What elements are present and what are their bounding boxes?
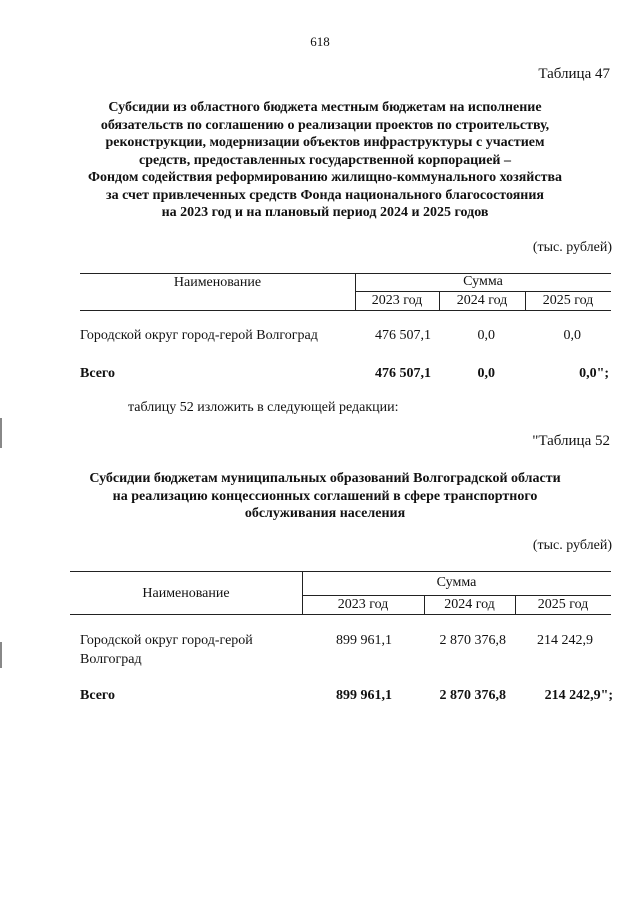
total-value-2025: 214 242,9"; — [544, 688, 613, 703]
total-value-2024: 0,0 — [477, 366, 495, 381]
total-label: Всего — [80, 366, 115, 381]
page-number: 618 — [310, 34, 330, 49]
row-value-2023: 476 507,1 — [375, 328, 431, 343]
instruction-text: таблицу 52 изложить в следующей редакции: — [128, 400, 399, 415]
total-value-2023: 476 507,1 — [375, 366, 431, 381]
scan-margin-mark — [0, 418, 2, 448]
row-value-2023: 899 961,1 — [336, 633, 392, 648]
row-value-2024: 0,0 — [477, 328, 495, 343]
table-52-units: (тыс. рублей) — [532, 538, 612, 553]
header-bottom-border — [70, 614, 611, 615]
title-line: средств, предоставленных государственной корпорацией – — [138, 152, 512, 168]
header-year-2023: 2023 год — [337, 597, 389, 612]
title-line: на 2023 год и на плановый период 2024 и 2025 годов — [161, 205, 489, 220]
title-line: за счет привлеченных средств Фонда национального благосостояния — [105, 187, 545, 203]
total-value-2024: 2 870 376,8 — [439, 688, 506, 703]
header-divider — [355, 291, 611, 292]
title-line: Субсидии из областного бюджета местным бюджетам на исполнение — [108, 100, 542, 115]
title-line: на реализацию концессионных соглашений в сфере транспортного — [112, 488, 538, 504]
header-year-2024: 2024 год — [444, 597, 495, 612]
header-sum: Сумма — [463, 274, 503, 289]
scan-margin-mark — [0, 642, 2, 668]
title-line: реконструкции, модернизации объектов инфраструктуры с участием — [105, 135, 545, 150]
table-52-label: "Таблица 52 — [532, 433, 610, 449]
header-year-2024: 2024 год — [456, 293, 508, 308]
header-year-2025: 2025 год — [542, 293, 594, 308]
header-sum: Сумма — [436, 575, 477, 590]
total-label: Всего — [80, 688, 115, 703]
title-line: обязательств по соглашению о реализации проектов по строительству, — [100, 117, 550, 133]
row-value-2024: 2 870 376,8 — [439, 633, 506, 648]
table-47-units: (тыс. рублей) — [532, 240, 612, 255]
table-47-title — [60, 99, 590, 222]
table-47-label: Таблица 47 — [538, 66, 610, 82]
title-line: Субсидии бюджетам муниципальных образований Волгоградской области — [89, 471, 561, 486]
total-value-2023: 899 961,1 — [336, 688, 392, 703]
header-bottom-border — [80, 310, 611, 311]
header-year-2025: 2025 год — [537, 597, 589, 612]
title-line: Фондом содействия реформированию жилищно-коммунального хозяйства — [87, 170, 563, 185]
header-name: Наименование — [173, 275, 262, 290]
row-value-2025: 0,0 — [563, 328, 581, 343]
header-name: Наименование — [142, 586, 230, 601]
row-value-2025: 214 242,9 — [537, 633, 593, 648]
row-name: Городской округ город-герой Волгоград — [80, 328, 318, 343]
header-divider — [302, 595, 611, 596]
table-52-title — [60, 470, 590, 523]
row-name-line: Волгоград — [80, 652, 142, 667]
row-name-line: Городской округ город-герой — [80, 633, 253, 648]
table-top-border — [70, 571, 611, 572]
total-value-2025: 0,0"; — [579, 366, 609, 381]
title-line: обслуживания населения — [244, 506, 406, 521]
header-year-2023: 2023 год — [371, 293, 423, 308]
